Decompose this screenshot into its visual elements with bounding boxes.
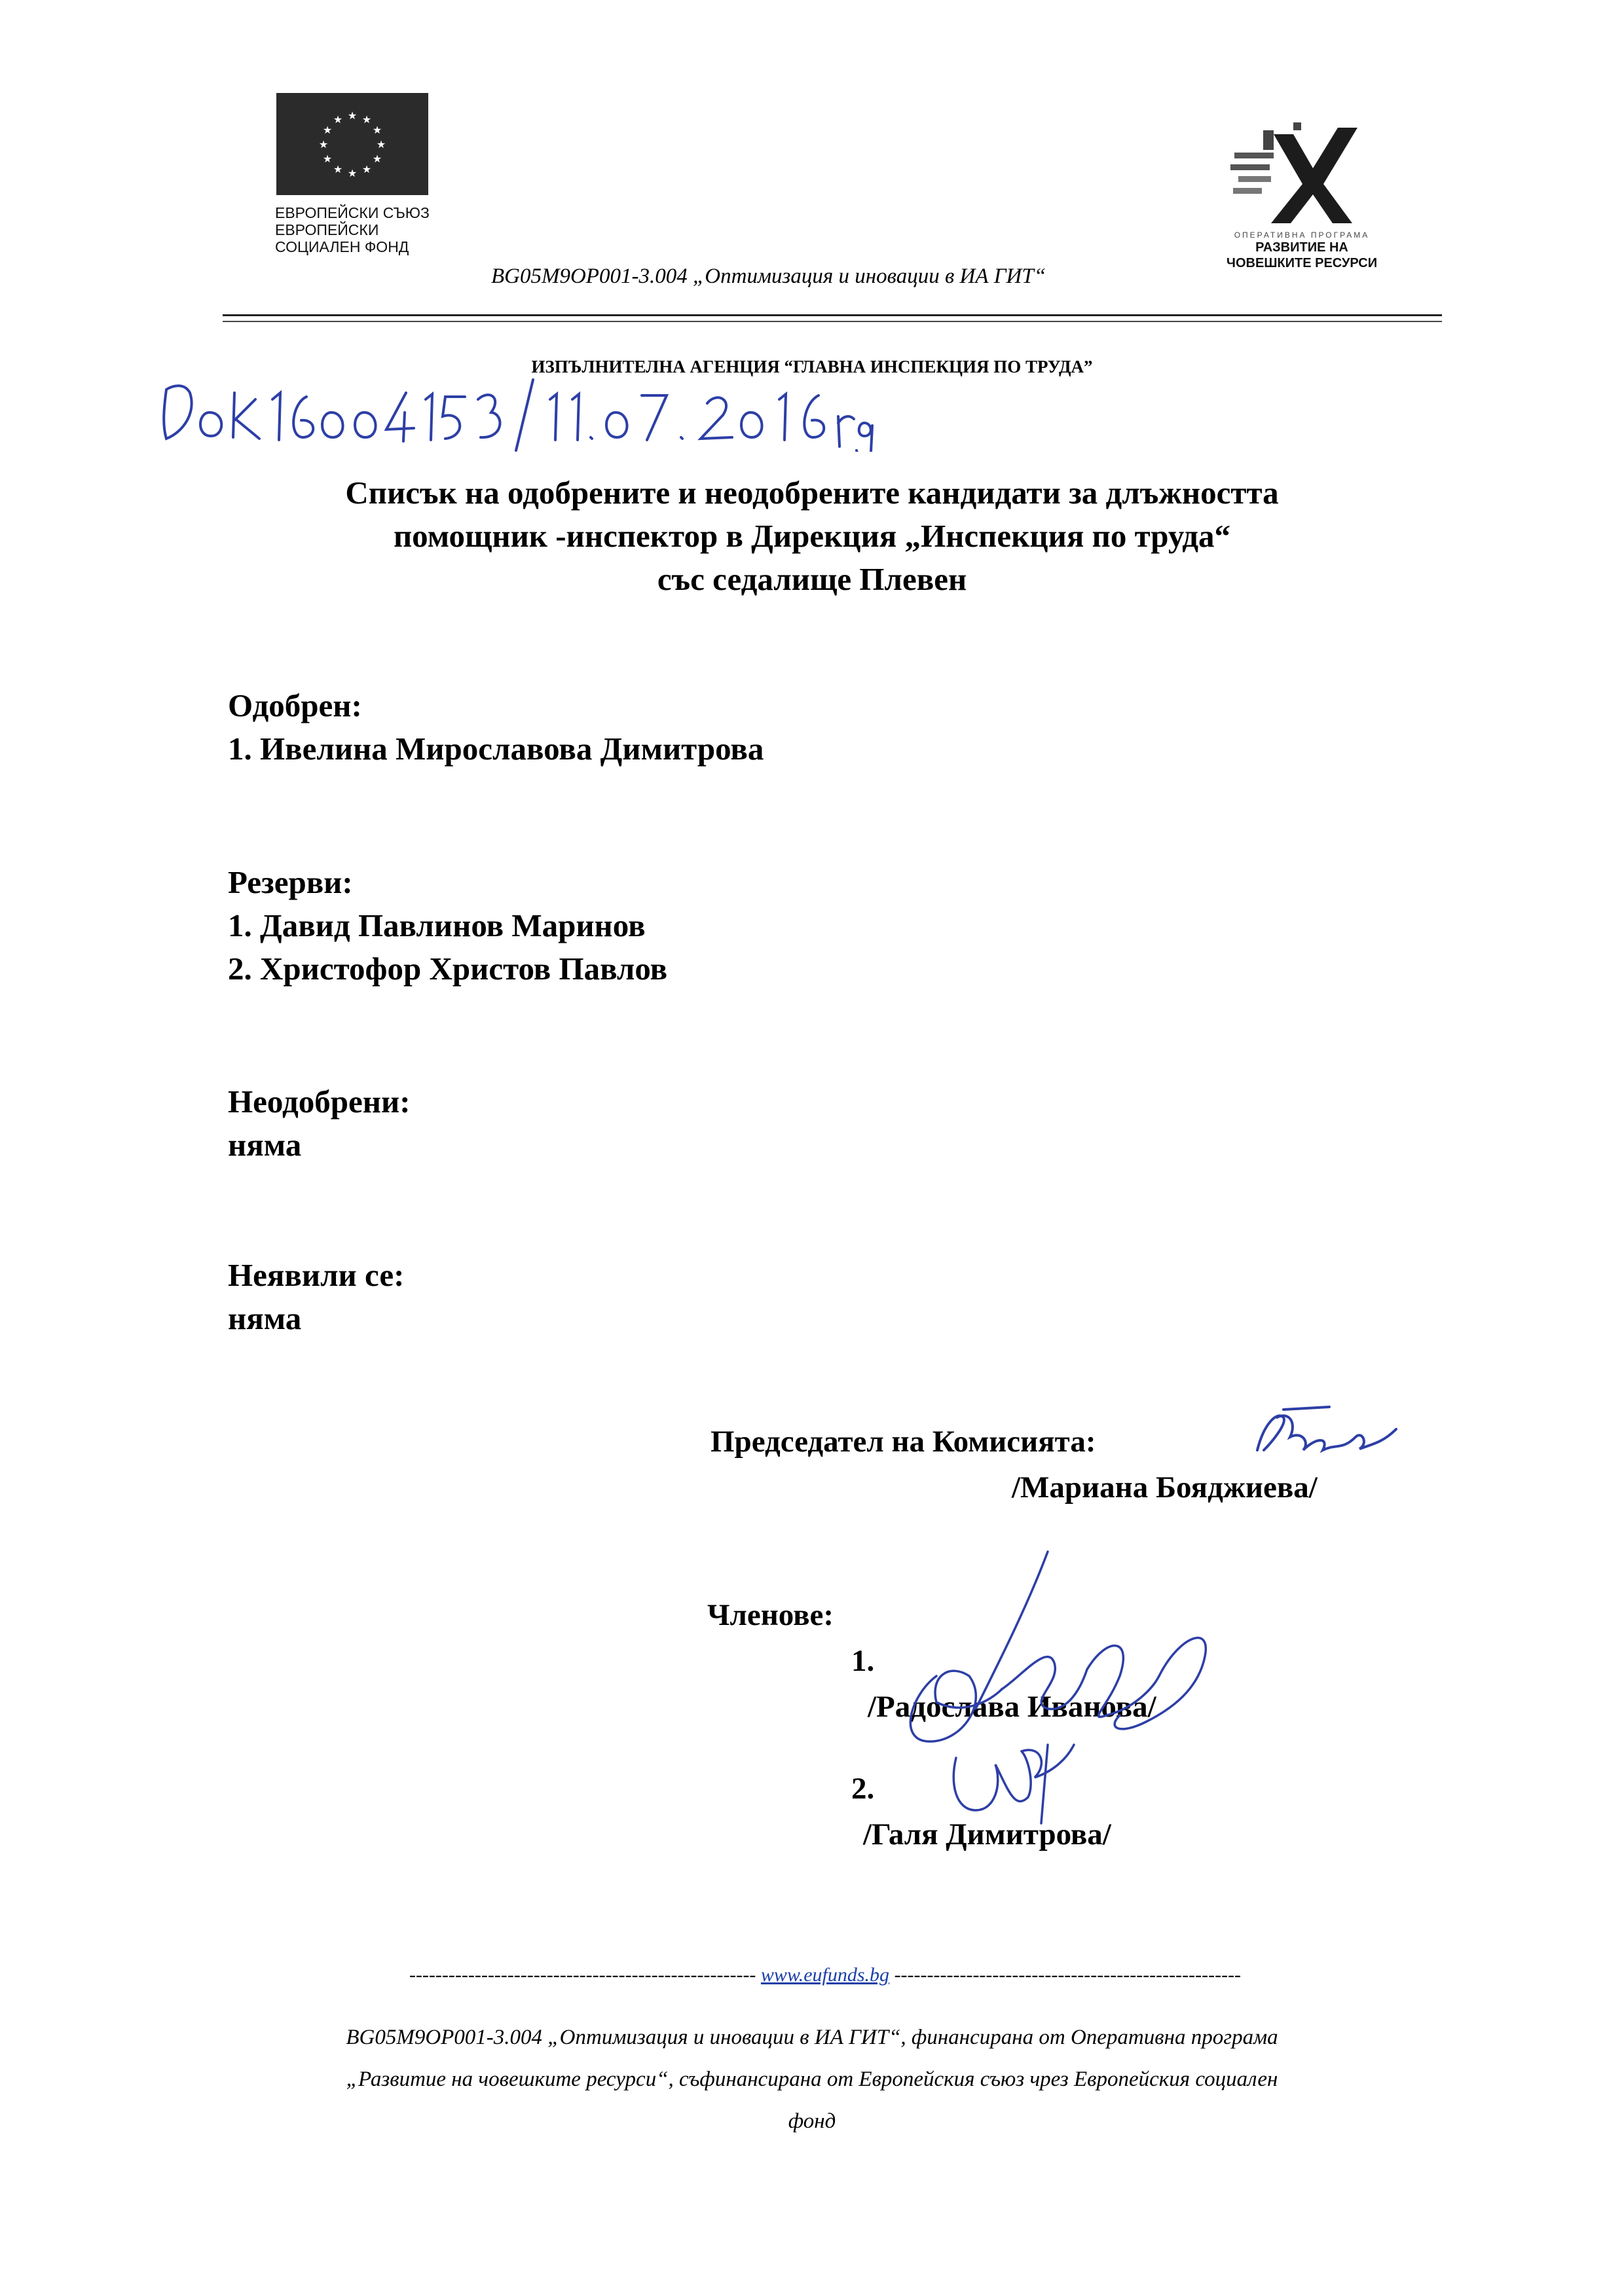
header-divider	[223, 314, 1442, 316]
svg-text:★: ★	[372, 124, 382, 136]
absent-value: няма	[228, 1300, 302, 1336]
member-number: 1.	[851, 1644, 875, 1678]
op-logo-small: ОПЕРАТИВНА ПРОГРАМА	[1234, 230, 1370, 240]
document-title	[0, 471, 1624, 601]
footer-dashes: -----------------------------------------------------	[894, 1964, 1242, 1986]
approved-section	[228, 684, 764, 771]
registration-number-handwritten	[157, 373, 877, 452]
member1-signature	[871, 1545, 1238, 1755]
approved-heading: Одобрен:	[228, 687, 362, 723]
svg-text:★: ★	[372, 153, 382, 165]
reserves-section	[228, 861, 667, 991]
op-logo-line: РАЗВИТИЕ НА	[1255, 240, 1348, 255]
title-line: Списък на одобрените и неодобрените кандидати за длъжността	[345, 475, 1279, 511]
eu-logo-line: ЕВРОПЕЙСКИ СЪЮЗ	[275, 204, 430, 221]
svg-text:★: ★	[333, 113, 343, 126]
svg-text:★: ★	[376, 138, 386, 151]
footer-text	[0, 2016, 1624, 2142]
svg-text:★: ★	[318, 138, 329, 151]
title-line: със седалище Плевен	[657, 561, 967, 597]
chair-signature	[1244, 1398, 1401, 1470]
chair-label: Председател на Комисията:	[710, 1425, 1096, 1459]
reserves-heading: Резерви:	[228, 864, 353, 900]
eu-stars-icon	[276, 93, 428, 195]
title-line: помощник -инспектор в Дирекция „Инспекция по труда“	[393, 518, 1231, 554]
approved-item: 1. Ивелина Мирославова Димитрова	[228, 731, 764, 767]
op-logo-mark	[1228, 121, 1378, 226]
svg-text:★: ★	[322, 124, 333, 136]
header-divider	[223, 321, 1442, 322]
svg-text:★: ★	[333, 163, 343, 175]
reserve-item: 2. Христофор Христов Павлов	[228, 951, 668, 987]
op-logo-caption	[1204, 230, 1400, 271]
project-header: BG05M9OP001-3.004 „Оптимизация и иновации в ИА ГИТ“	[491, 264, 1046, 288]
svg-text:★: ★	[322, 153, 333, 165]
eu-logo-caption	[275, 204, 430, 255]
eu-logo-line: ЕВРОПЕЙСКИ	[275, 221, 379, 238]
absent-section	[228, 1254, 404, 1340]
eu-logo-line: СОЦИАЛЕН ФОНД	[275, 238, 409, 255]
members-label: Членове:	[707, 1598, 834, 1632]
svg-text:★: ★	[347, 167, 358, 179]
footer-dashes: -----------------------------------------------------	[409, 1964, 756, 1986]
not-approved-section	[228, 1080, 411, 1167]
member2-signature	[943, 1732, 1087, 1830]
op-logo-line: ЧОВЕШКИТЕ РЕСУРСИ	[1226, 256, 1378, 270]
footer-line: BG05M9OP001-3.004 „Оптимизация и иновации в ИА ГИТ“, финансирана от Оперативна програма	[346, 2026, 1278, 2049]
member-number: 2.	[851, 1772, 875, 1806]
svg-text:★: ★	[361, 163, 372, 175]
member-name: /Радослава Иванова/	[868, 1690, 1156, 1724]
agency-name: ИЗПЪЛНИТЕЛНА АГЕНЦИЯ “ГЛАВНА ИНСПЕКЦИЯ ПО ТРУДА”	[531, 357, 1093, 376]
footer-link-line	[236, 1964, 1414, 1986]
absent-heading: Неявили се:	[228, 1257, 405, 1293]
not-approved-heading: Неодобрени:	[228, 1084, 411, 1120]
svg-text:★: ★	[347, 109, 358, 122]
not-approved-value: няма	[228, 1127, 302, 1163]
footer-line: фонд	[788, 2109, 836, 2133]
eu-flag-logo	[276, 93, 428, 195]
member-name: /Галя Димитрова/	[863, 1817, 1111, 1851]
reserve-item: 1. Давид Павлинов Маринов	[228, 907, 646, 943]
eufunds-link[interactable]: www.eufunds.bg	[760, 1964, 890, 1986]
footer-line: „Развитие на човешките ресурси“, съфинансирана от Европейския съюз чрез Европейския социален	[346, 2068, 1278, 2091]
op-x-icon	[1228, 121, 1378, 226]
svg-text:★: ★	[361, 113, 372, 126]
registration-number-ink	[157, 373, 877, 452]
chair-name: /Мариана Бояджиева/	[1012, 1470, 1318, 1504]
